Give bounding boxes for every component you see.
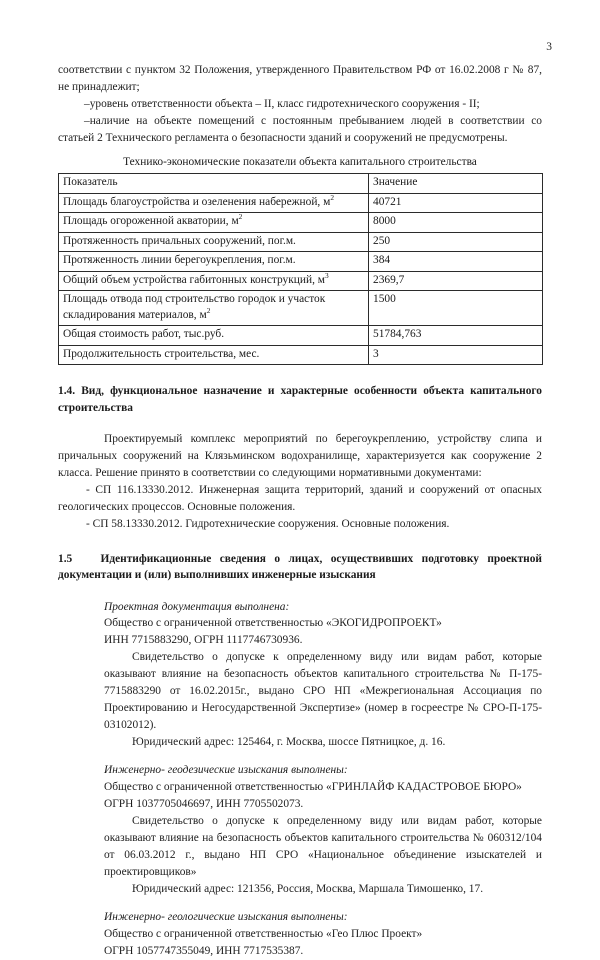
intro-continued-paragraph: соответствии с пунктом 32 Положения, утвержденного Правительством РФ от 16.02.2008 г № 87, не принадлежит;	[58, 64, 542, 93]
cell-value: 3	[369, 345, 543, 365]
section-1-4-heading	[58, 383, 542, 416]
organisation-legal-address: Юридический адрес: 125464, г. Москва, шоссе Пятницкое, д. 16.	[132, 735, 446, 748]
table-row	[59, 252, 543, 272]
organisation-name: Общество с ограниченной ответственностью «ГРИНЛАЙФ КАДАСТРОВОЕ БЮРО»	[104, 781, 522, 794]
organisation-legal-address: Юридический адрес: 121356, Россия, Москва, Маршала Тимошенко, 17.	[132, 882, 484, 895]
organisation-registration-ids: ОГРН 1037705046697, ИНН 7705502073.	[104, 798, 304, 811]
cell-value: 2369,7	[369, 271, 543, 291]
table-row	[59, 193, 543, 213]
organisation-block-heading: Проектная документация выполнена:	[104, 600, 290, 613]
organisation-block	[104, 762, 542, 897]
organisation-block-heading: Инженерно- геологические изыскания выполнены:	[104, 911, 348, 924]
section-1-5-heading	[58, 551, 542, 584]
table-caption: Технико-экономические показатели объекта капитального строительства	[123, 156, 477, 169]
cell-value: 250	[369, 232, 543, 252]
cell-value: 1500	[369, 291, 543, 326]
cell-indicator: Площадь огороженной акватории, $м^2$	[59, 213, 369, 233]
section-1-4-title: Вид, функциональное назначение и характерные особенности объекта капитального строительства	[58, 385, 542, 414]
intro-bullet-permanent-occupancy: –наличие на объекте помещений с постоянным пребыванием людей в соответствии со статьей 2 Технического регламента о безопасности зданий и сооружений не предусмотрены.	[58, 114, 542, 144]
cell-indicator: Площадь отвода под строительство городок и участок складирования материалов, $м^2$	[59, 291, 369, 326]
cell-value: 51784,763	[369, 326, 543, 346]
technical-economic-indicators-table	[58, 173, 543, 365]
organisation-certificate: Свидетельство о допуске к определенному виду или видам работ, которые оказывают влияние на безопасность объектов капитального строительства № П-175-7715883290 от 16.02.2015г., выдано СРО НП «Межрегиональная Ассоциация по Проектированию и Негосударственной Экспертизе» (номер в госреестре № СРО-П-175-03102012).	[104, 651, 542, 731]
cell-indicator: Протяженность причальных сооружений, пог.м.	[59, 232, 369, 252]
block-spacer	[104, 750, 542, 762]
table-row	[59, 232, 543, 252]
page-content	[58, 62, 542, 960]
table-row	[59, 326, 543, 346]
cell-indicator: Общая стоимость работ, тыс.руб.	[59, 326, 369, 346]
organisation-name: Общество с ограниченной ответственностью «ЭКОГИДРОПРОЕКТ»	[104, 617, 442, 630]
organisation-registration-ids: ОГРН 1057747355049, ИНН 7717535387.	[104, 945, 304, 958]
page-number: 3	[546, 41, 552, 53]
unit-exponent: 2	[206, 305, 211, 315]
table-body	[59, 193, 543, 365]
unit-exponent: 3	[324, 270, 329, 280]
section-1-4-number: 1.4.	[58, 385, 76, 398]
column-header-indicator: Показатель	[59, 174, 369, 194]
organisation-block	[104, 909, 542, 960]
intro-bullet-responsibility-level: –уровень ответственности объекта – II, класс гидротехнического сооружения - II;	[84, 97, 480, 110]
table-header-row	[59, 174, 543, 194]
table-row	[59, 213, 543, 233]
cell-indicator: Протяженность линии берегоукрепления, пог.м.	[59, 252, 369, 272]
organisation-block-heading: Инженерно- геодезические изыскания выполнены:	[104, 764, 348, 777]
section-1-4-norm-sp-116: - СП 116.13330.2012. Инженерная защита территорий, зданий и сооружений от опасных геологических процессов. Основные положения.	[58, 483, 542, 513]
unit-exponent: 2	[238, 212, 243, 222]
organisation-certificate: Свидетельство о допуске к определенному виду или видам работ, которые оказывают влияние на безопасность объектов капитального строительства № 060312/104 от 06.03.2012 г., выдано НП СРО «Национальное объединение изыскателей и проектировщиков»	[104, 815, 542, 878]
column-header-value: Значение	[369, 174, 543, 194]
table-row	[59, 271, 543, 291]
table-row	[59, 291, 543, 326]
cell-indicator: Площадь благоустройства и озеленения набережной, $м^2$	[59, 193, 369, 213]
cell-indicator: Продолжительность строительства, мес.	[59, 345, 369, 365]
cell-value: 384	[369, 252, 543, 272]
section-1-4-body	[58, 431, 542, 532]
section-1-5-number: 1.5	[58, 552, 73, 565]
section-1-5-body	[104, 599, 542, 960]
cell-value: 40721	[369, 193, 543, 213]
organisation-block	[104, 599, 542, 751]
unit-exponent: 2	[330, 192, 335, 202]
block-spacer	[104, 897, 542, 909]
table-row	[59, 345, 543, 365]
section-1-4-paragraph-1: Проектируемый комплекс мероприятий по берегоукреплению, устройству слипа и причальных сооружений на Клязьминском водохранилище, характеризуется как сооружение 2 класса. Решение принято в соответствии со следующими нормативными документами:	[58, 433, 542, 480]
organisation-registration-ids: ИНН 7715883290, ОГРН 1117746730936.	[104, 634, 303, 647]
cell-indicator: Общий объем устройства габитонных конструкций, $м^3$	[59, 271, 369, 291]
organisation-name: Общество с ограниченной ответственностью «Гео Плюс Проект»	[104, 928, 423, 941]
section-1-5-title: Идентификационные сведения о лицах, осуществивших подготовку проектной документации и (или) выполнивших инженерные изыскания	[58, 552, 542, 582]
cell-value: 8000	[369, 213, 543, 233]
section-1-4-norm-sp-58: - СП 58.13330.2012. Гидротехнические сооружения. Основные положения.	[86, 517, 450, 530]
